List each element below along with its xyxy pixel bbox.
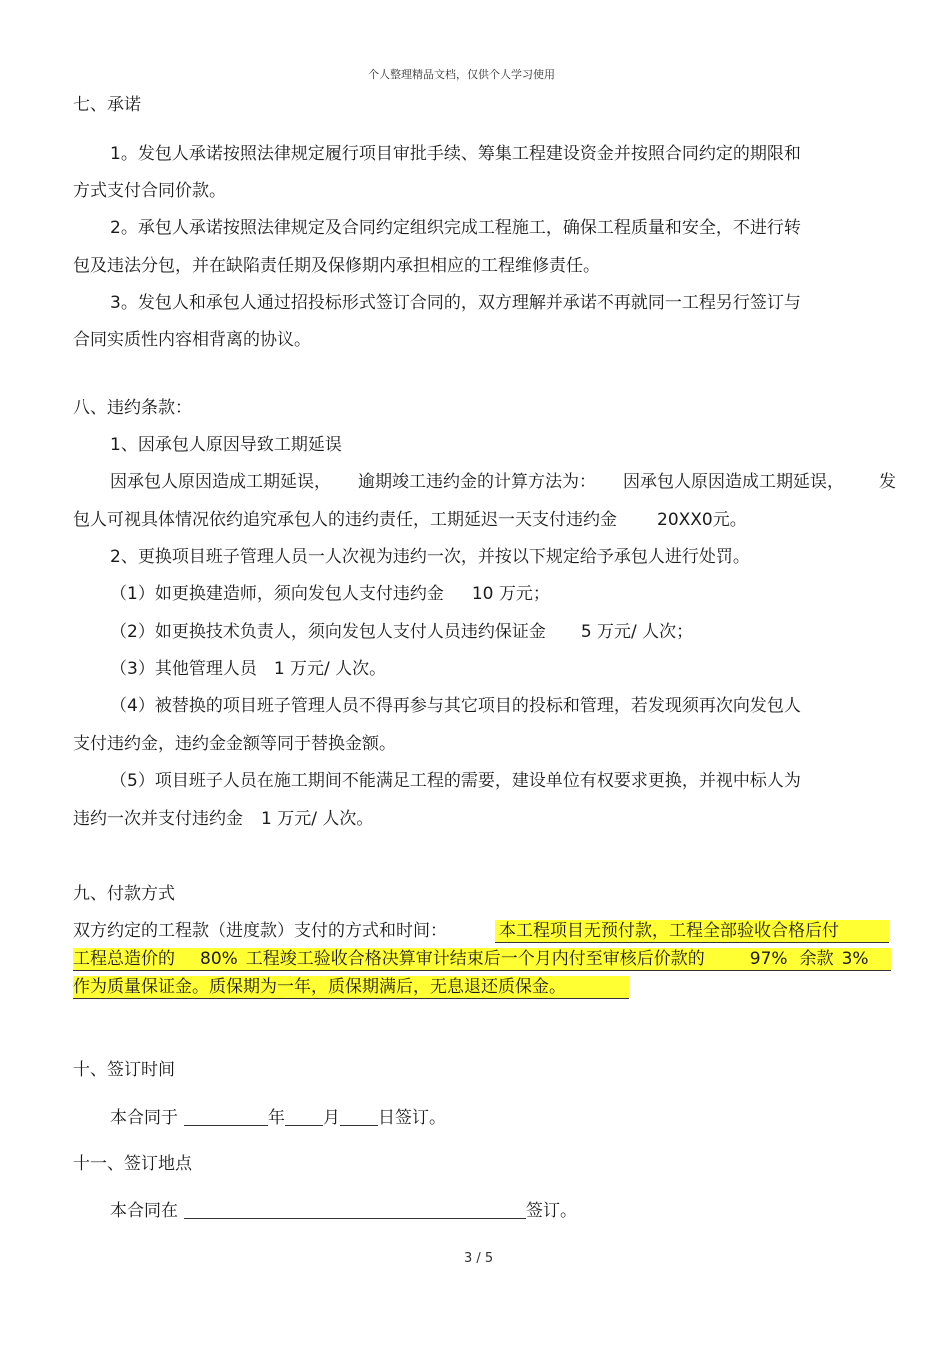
section-7-item-2: 2。承包人承诺按照法律规定及合同约定组织完成工程施工，确保工程质量和安全，不进行转 [110, 218, 801, 238]
sub-2-amount: 5 万元/ 人次； [580, 622, 694, 642]
section-9-title: 九、付款方式 [73, 884, 175, 904]
section-9-lead: 双方约定的工程款（进度款）支付的方式和时间： [73, 921, 447, 941]
signing-month-label: 月 [323, 1108, 340, 1128]
delay-penalty-amount: 20XX0元。 [657, 510, 747, 530]
sub-2-text: （2）如更换技术负责人，须向发包人支付人员违约保证金 [110, 622, 546, 642]
payment-pct-80: 80% [200, 949, 238, 969]
delay-part-c: 因承包人原因造成工期延误， [623, 472, 844, 492]
signing-date-line [110, 1107, 446, 1129]
payment-highlight-line-1: 本工程项目无预付款，工程全部验收合格后付 [495, 920, 889, 943]
delay-part-a: 因承包人原因造成工期延误， [110, 472, 331, 492]
signing-date-prefix: 本合同于 [110, 1108, 178, 1128]
section-7-item-2-cont: 包及违法分包，并在缺陷责任期及保修期内承担相应的工程维修责任。 [73, 256, 600, 276]
signing-place-line [110, 1200, 577, 1222]
section-7-item-3-cont: 合同实质性内容相背离的协议。 [73, 330, 311, 350]
page-header-note: 个人整理精品文档，仅供个人学习使用 [368, 68, 555, 81]
signing-place-suffix: 签订。 [526, 1201, 577, 1221]
section-8-sub-3: （3）其他管理人员 1 万元/ 人次。 [110, 659, 387, 679]
payment-pct-97: 97% [749, 949, 788, 969]
delay-part-d: 发 [879, 472, 896, 492]
delay-part-b: 逾期竣工违约金的计算方法为： [358, 472, 596, 492]
signing-day-label: 日签订。 [378, 1108, 446, 1128]
payment-text-e: 余款 [799, 949, 834, 969]
section-8-sub-4: （4）被替换的项目班子管理人员不得再参与其它项目的投标和管理，若发现须再次向发包人 [110, 696, 801, 716]
section-8-sub-1 [110, 583, 550, 605]
delay-cont-text: 包人可视具体情况依约追究承包人的违约责任，工期延迟一天支付违约金 [73, 510, 617, 530]
sub-5-text: 违约一次并支付违约金 [73, 809, 243, 829]
sub-5-amount: 1 万元/ 人次。 [261, 809, 374, 829]
section-8-sub-4-cont: 支付违约金，违约金金额等同于替换金额。 [73, 734, 396, 754]
section-8-delay-cont [73, 509, 747, 531]
sub-1-text: （1）如更换建造师，须向发包人支付违约金 [110, 584, 444, 604]
section-8-sub-5: （5）项目班子人员在施工期间不能满足工程的需要，建设单位有权要求更换，并视中标人为 [110, 771, 801, 791]
section-8-item-2: 2、更换项目班子管理人员一人次视为违约一次，并按以下规定给予承包人进行处罚。 [110, 547, 750, 567]
section-8-item-1: 1、因承包人原因导致工期延误 [110, 435, 342, 455]
section-7-title: 七、承诺 [73, 95, 141, 115]
payment-highlight-line-2 [73, 948, 891, 971]
section-8-delay-line [110, 471, 896, 493]
signing-place-prefix: 本合同在 [110, 1201, 178, 1221]
sub-1-amount: 10 万元； [471, 584, 550, 604]
section-7-item-1: 1。发包人承诺按照法律规定履行项目审批手续、筹集工程建设资金并按照合同约定的期限和 [110, 144, 801, 164]
section-7-item-1-cont: 方式支付合同价款。 [73, 181, 226, 201]
section-11-title: 十一、签订地点 [73, 1154, 192, 1174]
payment-text-c: 工程竣工验收合格决算审计结束后一个月内付至审核后价款的 [245, 949, 705, 969]
section-10-title: 十、签订时间 [73, 1060, 175, 1080]
signing-year-label: 年 [268, 1108, 285, 1128]
section-7-item-3: 3。发包人和承包人通过招投标形式签订合同的，双方理解并承诺不再就同一工程另行签订与 [110, 293, 801, 313]
section-8-sub-5-cont [73, 808, 373, 830]
signing-month-blank [285, 1107, 323, 1126]
payment-highlight-line-3: 作为质量保证金。质保期为一年，质保期满后，无息退还质保金。 [73, 976, 629, 999]
signing-place-blank [184, 1200, 526, 1219]
section-8-sub-2 [110, 621, 693, 643]
payment-pct-3: 3% [841, 949, 869, 969]
section-8-title: 八、违约条款： [73, 398, 192, 418]
signing-year-blank [184, 1107, 268, 1126]
page-number: 3 / 5 [464, 1251, 494, 1266]
signing-day-blank [340, 1107, 378, 1126]
payment-text-a: 工程总造价的 [73, 949, 175, 969]
